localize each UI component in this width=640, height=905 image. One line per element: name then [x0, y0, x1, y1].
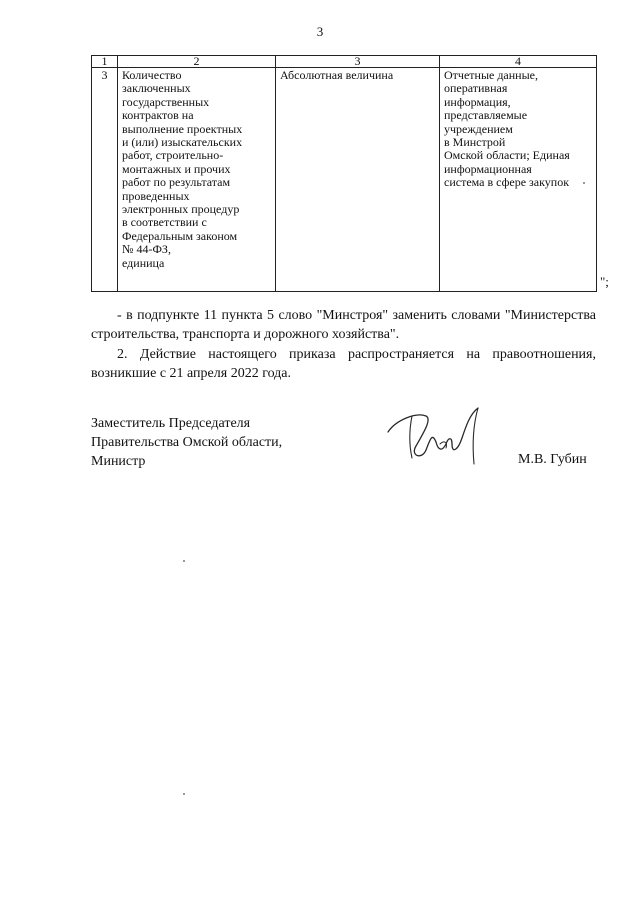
unit-type-cell: Абсолютная величина	[276, 68, 440, 292]
indicator-line: работ по результатам	[122, 175, 231, 190]
indicator-line: монтажных и прочих	[122, 161, 231, 176]
indicator-line: электронных процедур	[122, 202, 240, 217]
indicator-line: государственных	[122, 94, 210, 109]
indicator-table	[91, 55, 597, 292]
indicator-line: заключенных	[122, 81, 191, 96]
closing-quote-mark: ";	[600, 274, 609, 289]
column-header: 3	[276, 56, 440, 68]
signer-title-line: Заместитель Председателя	[91, 416, 251, 431]
source-line: учреждением	[444, 121, 513, 136]
indicator-cell	[118, 68, 276, 292]
column-header: 1	[92, 56, 118, 68]
handwritten-signature	[382, 402, 502, 472]
table-row	[92, 68, 597, 292]
scan-speck	[183, 560, 185, 562]
indicator-line: и (или) изыскательских	[122, 135, 243, 150]
signer-name: М.В. Губин	[518, 452, 587, 467]
signer-title	[91, 414, 351, 471]
signer-title-line: Правительства Омской области,	[91, 435, 283, 450]
scan-speck	[583, 182, 585, 184]
indicator-line: Федеральным законом	[122, 228, 238, 243]
indicator-line: в соответствии с	[122, 215, 207, 230]
indicator-line: Количество	[122, 68, 182, 82]
effective-date-text: 2. Действие настоящего приказа распространяется на правоотношения, возникшие с 21 апреля 2022 года.	[91, 347, 596, 381]
indicator-line: работ, строительно-	[122, 148, 224, 163]
source-line: оперативная	[444, 81, 508, 96]
source-line: Омской области; Единая	[444, 148, 570, 163]
scan-speck	[183, 793, 185, 795]
amendment-text: - в подпункте 11 пункта 5 слово "Минстроя" заменить словами "Министерства строительства, транспорта и дорожного хозяйства".	[91, 308, 596, 342]
source-line: система в сфере закупок	[444, 175, 570, 190]
column-header: 4	[440, 56, 597, 68]
indicator-line: контрактов на	[122, 108, 194, 123]
source-line: информационная	[444, 161, 532, 176]
amendment-paragraph	[91, 306, 596, 344]
page-number: 3	[316, 24, 324, 39]
source-cell	[440, 68, 597, 292]
table-header-row	[92, 56, 597, 68]
indicator-line: выполнение проектных	[122, 121, 243, 136]
source-line: представляемые	[444, 108, 528, 123]
source-line: информация,	[444, 94, 511, 109]
column-header: 2	[118, 56, 276, 68]
indicator-line: проведенных	[122, 188, 190, 203]
effective-date-paragraph	[91, 345, 596, 383]
signer-title-line: Министр	[91, 454, 146, 469]
indicator-line: № 44-ФЗ,	[122, 242, 171, 257]
source-line: Отчетные данные,	[444, 68, 538, 82]
row-number: 3	[92, 68, 118, 292]
indicator-line: единица	[122, 255, 165, 270]
source-line: в Минстрой	[444, 135, 506, 150]
